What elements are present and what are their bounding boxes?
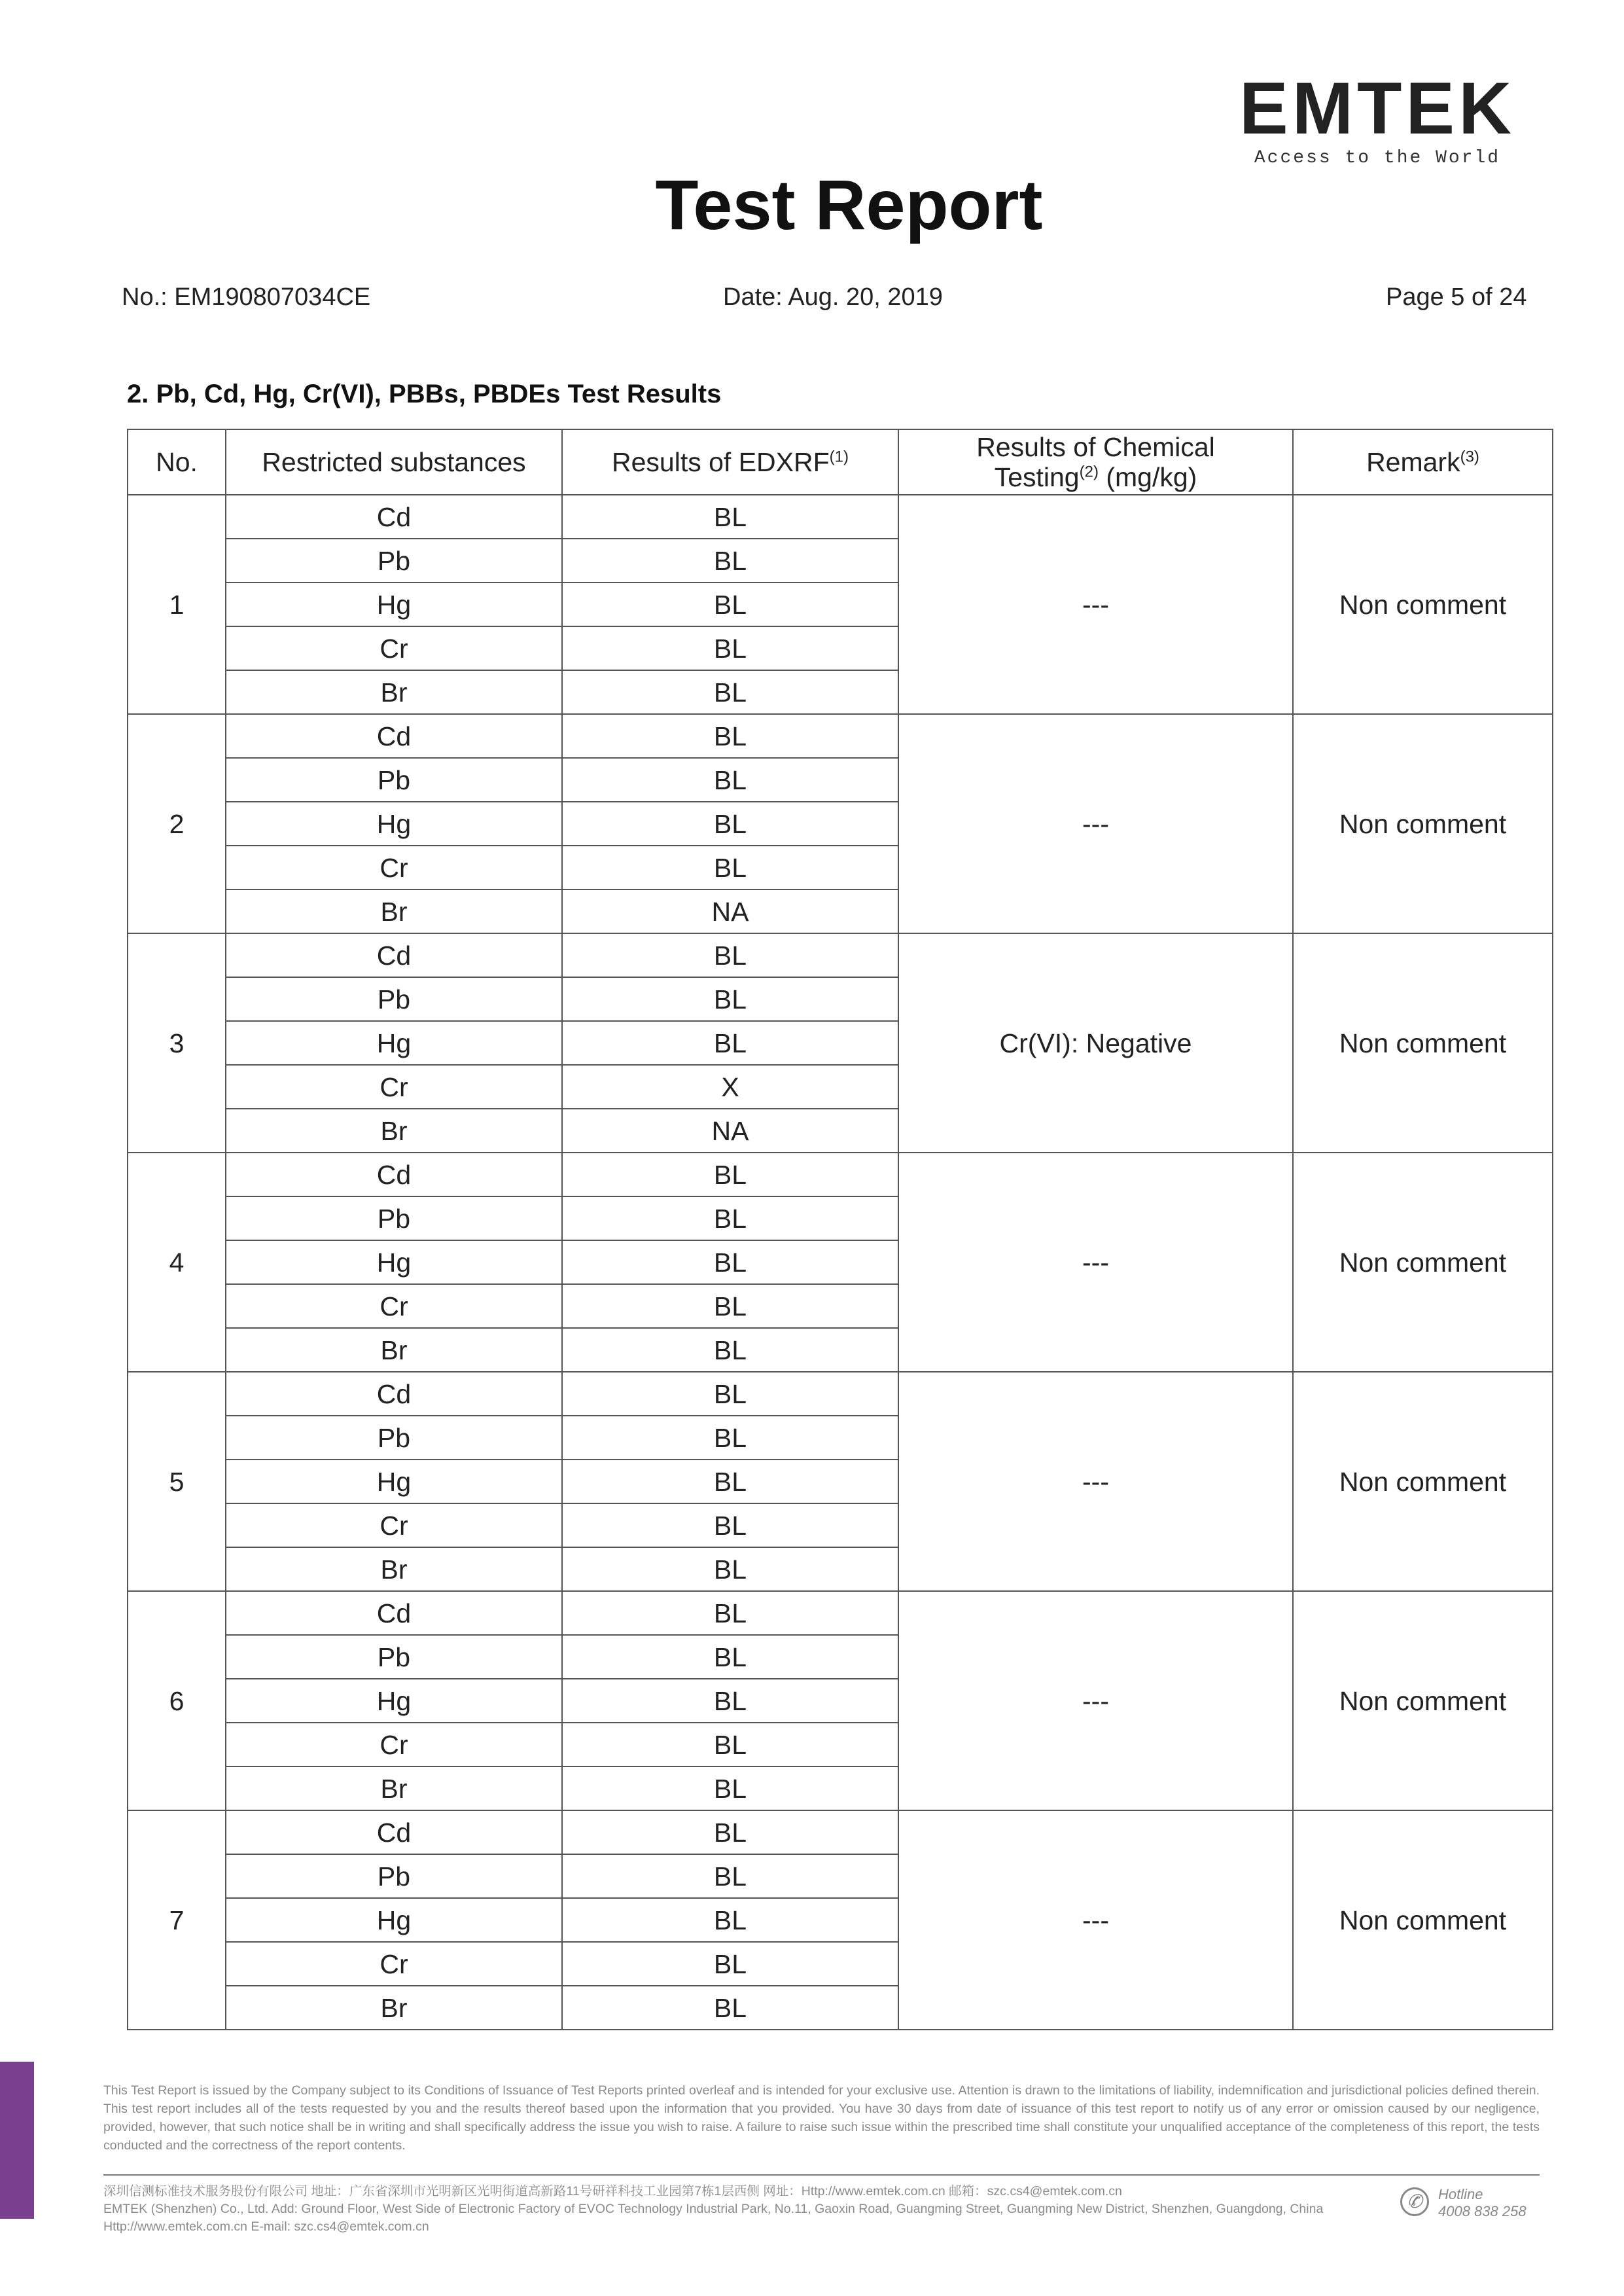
substance-cell: Hg bbox=[226, 1679, 562, 1723]
sample-number: 3 bbox=[128, 933, 226, 1153]
hotline-label: Hotline bbox=[1438, 2186, 1483, 2202]
edxrf-result-cell: BL bbox=[562, 1942, 898, 1986]
edxrf-result-cell: BL bbox=[562, 802, 898, 846]
edxrf-result-cell: BL bbox=[562, 758, 898, 802]
table-row bbox=[128, 714, 1553, 758]
contact-english: EMTEK (Shenzhen) Co., Ltd. Add: Ground Floor, West Side of Electronic Factory of EVOC Technology Industrial Park, No.11, Gaoxin Road, Guangming Street, Guangming New District, Shenzhen, Guangdong, China Http://www.emtek.com.cn E-mail: szc.cs4@emtek.com.cn bbox=[103, 2202, 1324, 2234]
logo-tagline: Access to the World bbox=[1254, 148, 1501, 168]
sample-number: 4 bbox=[128, 1153, 226, 1372]
edxrf-result-cell: BL bbox=[562, 1460, 898, 1503]
substance-cell: Br bbox=[226, 1109, 562, 1153]
page-title: Test Report bbox=[655, 165, 1043, 244]
substance-cell: Pb bbox=[226, 1854, 562, 1898]
substance-cell: Hg bbox=[226, 583, 562, 626]
company-logo bbox=[1224, 67, 1531, 168]
hotline-number: 4008 838 258 bbox=[1438, 2203, 1527, 2219]
edxrf-result-cell: NA bbox=[562, 1109, 898, 1153]
header-substances: Restricted substances bbox=[226, 429, 562, 495]
header-no: No. bbox=[128, 429, 226, 495]
substance-cell: Cd bbox=[226, 495, 562, 539]
edxrf-result-cell: BL bbox=[562, 1986, 898, 2030]
chemical-result-cell: --- bbox=[898, 1591, 1293, 1810]
chemical-result-cell: --- bbox=[898, 495, 1293, 714]
chemical-result-cell: --- bbox=[898, 1153, 1293, 1372]
substance-cell: Hg bbox=[226, 1021, 562, 1065]
table-row bbox=[128, 1372, 1553, 1416]
header-chemical: Results of Chemical Testing$^{(2)}$ (mg/kg) bbox=[898, 429, 1293, 495]
substance-cell: Hg bbox=[226, 1898, 562, 1942]
substance-cell: Br bbox=[226, 889, 562, 933]
edxrf-result-cell: BL bbox=[562, 1240, 898, 1284]
substance-cell: Cr bbox=[226, 1503, 562, 1547]
substance-cell: Pb bbox=[226, 1416, 562, 1460]
edxrf-result-cell: BL bbox=[562, 1284, 898, 1328]
chemical-result-cell: --- bbox=[898, 1810, 1293, 2030]
results-body bbox=[128, 495, 1553, 2030]
footer-divider bbox=[103, 2174, 1540, 2176]
substance-cell: Hg bbox=[226, 802, 562, 846]
substance-cell: Br bbox=[226, 1986, 562, 2030]
header-remark: Remark$^{(3)}$ bbox=[1293, 429, 1553, 495]
edxrf-result-cell: BL bbox=[562, 1854, 898, 1898]
edxrf-result-cell: BL bbox=[562, 583, 898, 626]
substance-cell: Br bbox=[226, 1547, 562, 1591]
remark-cell: Non comment bbox=[1293, 495, 1553, 714]
substance-cell: Pb bbox=[226, 539, 562, 583]
substance-cell: Cr bbox=[226, 1942, 562, 1986]
edxrf-result-cell: BL bbox=[562, 1679, 898, 1723]
edxrf-result-cell: BL bbox=[562, 1416, 898, 1460]
substance-cell: Cr bbox=[226, 846, 562, 889]
substance-cell: Br bbox=[226, 670, 562, 714]
sample-number: 1 bbox=[128, 495, 226, 714]
edxrf-result-cell: BL bbox=[562, 1898, 898, 1942]
remark-cell: Non comment bbox=[1293, 933, 1553, 1153]
edxrf-result-cell: BL bbox=[562, 1810, 898, 1854]
table-row bbox=[128, 1591, 1553, 1635]
remark-cell: Non comment bbox=[1293, 1153, 1553, 1372]
edxrf-result-cell: BL bbox=[562, 1635, 898, 1679]
edxrf-result-cell: BL bbox=[562, 714, 898, 758]
contact-chinese: 深圳信测标准技术服务股份有限公司 地址：广东省深圳市光明新区光明街道高新路11号研祥科技工业园第7栋1层西侧 网址：Http://www.emtek.com.cn 邮箱：szc.cs4@emtek.com.cn bbox=[103, 2184, 1122, 2198]
edxrf-result-cell: BL bbox=[562, 626, 898, 670]
substance-cell: Cd bbox=[226, 1153, 562, 1196]
edxrf-result-cell: NA bbox=[562, 889, 898, 933]
substance-cell: Cd bbox=[226, 1810, 562, 1854]
edxrf-result-cell: BL bbox=[562, 846, 898, 889]
chemical-result-cell: --- bbox=[898, 1372, 1293, 1591]
table-row bbox=[128, 933, 1553, 977]
edxrf-result-cell: BL bbox=[562, 1372, 898, 1416]
substance-cell: Cd bbox=[226, 1372, 562, 1416]
substance-cell: Cr bbox=[226, 1065, 562, 1109]
table-header-row bbox=[128, 429, 1553, 495]
remark-cell: Non comment bbox=[1293, 1372, 1553, 1591]
results-table bbox=[127, 429, 1553, 2030]
substance-cell: Br bbox=[226, 1767, 562, 1810]
report-date: Date: Aug. 20, 2019 bbox=[723, 283, 943, 311]
edxrf-result-cell: BL bbox=[562, 495, 898, 539]
header-edxrf: Results of EDXRF$^{(1)}$ bbox=[562, 429, 898, 495]
sample-number: 6 bbox=[128, 1591, 226, 1810]
substance-cell: Pb bbox=[226, 1196, 562, 1240]
logo-wordmark: EMTEK bbox=[1239, 67, 1515, 149]
sample-number: 2 bbox=[128, 714, 226, 933]
sample-number: 7 bbox=[128, 1810, 226, 2030]
table-row bbox=[128, 1810, 1553, 1854]
table-row bbox=[128, 1153, 1553, 1196]
edxrf-result-cell: BL bbox=[562, 933, 898, 977]
section-title: 2. Pb, Cd, Hg, Cr(VI), PBBs, PBDEs Test Results bbox=[127, 380, 722, 408]
substance-cell: Cr bbox=[226, 1284, 562, 1328]
edxrf-result-cell: BL bbox=[562, 1503, 898, 1547]
edxrf-result-cell: BL bbox=[562, 670, 898, 714]
substance-cell: Pb bbox=[226, 1635, 562, 1679]
page-number: Page 5 of 24 bbox=[1386, 283, 1527, 311]
substance-cell: Pb bbox=[226, 977, 562, 1021]
substance-cell: Cd bbox=[226, 1591, 562, 1635]
remark-cell: Non comment bbox=[1293, 714, 1553, 933]
substance-cell: Cr bbox=[226, 626, 562, 670]
substance-cell: Cr bbox=[226, 1723, 562, 1767]
substance-cell: Hg bbox=[226, 1460, 562, 1503]
sample-number: 5 bbox=[128, 1372, 226, 1591]
chemical-result-cell: --- bbox=[898, 714, 1293, 933]
phone-icon: ✆ bbox=[1400, 2187, 1429, 2216]
substance-cell: Pb bbox=[226, 758, 562, 802]
edxrf-result-cell: BL bbox=[562, 1153, 898, 1196]
edxrf-result-cell: BL bbox=[562, 1547, 898, 1591]
substance-cell: Cd bbox=[226, 714, 562, 758]
edxrf-result-cell: BL bbox=[562, 1767, 898, 1810]
substance-cell: Br bbox=[226, 1328, 562, 1372]
footer-disclaimer: This Test Report is issued by the Company subject to its Conditions of Issuance of Test Reports printed overleaf and is intended for your exclusive use. Attention is drawn to the limitations of liability, indemnification and jurisdictional policies defined therein. This test report includes all of the tests requested by you and the results thereof based upon the information that you provided. You have 30 days from date of issuance of this test report to notify us of any error or omission caused by our negligence, provided, however, that such notice shall be in writing and shall specifically address the issue you wish to raise. A failure to raise such issue within the prescribed time shall constitute your unqualified acceptance of the completeness of this report, the tests conducted and the correctness of the report contents. bbox=[103, 2083, 1540, 2153]
remark-cell: Non comment bbox=[1293, 1591, 1553, 1810]
substance-cell: Cd bbox=[226, 933, 562, 977]
edxrf-result-cell: BL bbox=[562, 977, 898, 1021]
report-number: No.: EM190807034CE bbox=[122, 283, 371, 311]
substance-cell: Hg bbox=[226, 1240, 562, 1284]
edxrf-result-cell: BL bbox=[562, 1196, 898, 1240]
edxrf-result-cell: X bbox=[562, 1065, 898, 1109]
side-color-tab bbox=[0, 2062, 34, 2219]
edxrf-result-cell: BL bbox=[562, 1021, 898, 1065]
hotline bbox=[1400, 2186, 1541, 2225]
chemical-result-cell: Cr(VI): Negative bbox=[898, 933, 1293, 1153]
table-row bbox=[128, 495, 1553, 539]
edxrf-result-cell: BL bbox=[562, 1591, 898, 1635]
footer-contact bbox=[103, 2183, 1386, 2236]
edxrf-result-cell: BL bbox=[562, 1723, 898, 1767]
remark-cell: Non comment bbox=[1293, 1810, 1553, 2030]
edxrf-result-cell: BL bbox=[562, 1328, 898, 1372]
edxrf-result-cell: BL bbox=[562, 539, 898, 583]
